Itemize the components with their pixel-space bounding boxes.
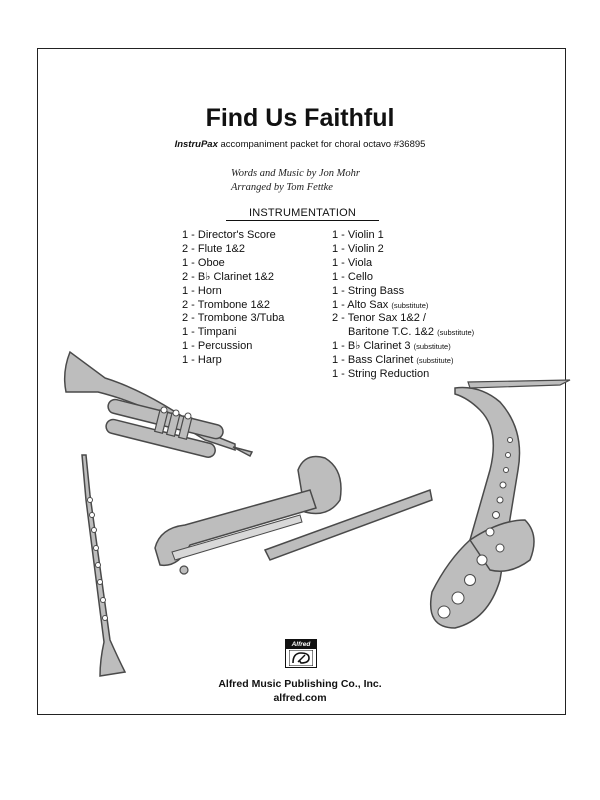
publisher-logo [285,639,317,668]
trumpet-illustration [65,352,252,459]
instrument-part-label: 1 - Timpani [182,326,237,339]
saxophone-illustration [431,380,570,628]
instrument-part-label: 1 - Harp [182,354,222,367]
instrument-part-label: 1 - Alto Sax [332,298,389,311]
words-music-credit: Words and Music by Jon Mohr [231,168,361,179]
instrument-part-label: 2 - Flute 1&2 [182,242,245,255]
subtitle-text: accompaniment packet for choral octavo #36895 [217,139,426,150]
instrument-part-label: 1 - String Bass [332,284,405,297]
publisher-name: Alfred Music Publishing Co., Inc. [218,678,382,690]
logo-emblem-icon [289,650,313,666]
instrument-part-label: 1 - Horn [182,284,222,297]
instrument-part-label: 1 - Cello [332,270,373,283]
instrument-part-label: 1 - Percussion [182,340,253,353]
instrument-part-label: 1 - String Reduction [332,368,430,381]
instrument-part-label: 1 - Violin 2 [332,242,384,255]
logo-label: Alfred [286,640,316,649]
instrument-part-label: 1 - Bass Clarinet [332,354,414,367]
publisher-website: alfred.com [273,692,327,704]
instrument-part-label: Baritone T.C. 1&2 [348,326,435,339]
instrument-part-label: 2 - Tenor Sax 1&2 / [332,312,426,325]
instrument-part-label: 1 - B♭ Clarinet 3 [332,340,411,353]
instrumentation-heading: INSTRUMENTATION [226,207,379,221]
substitute-note: (substitute) [391,300,429,310]
brand-name: InstruPax [174,139,218,150]
instrument-part-label: 1 - Viola [332,256,373,269]
page-title: Find Us Faithful [205,104,395,132]
instrument-part-label: 2 - Trombone 1&2 [182,298,271,311]
substitute-note: (substitute) [413,342,451,352]
clarinet-illustration [82,455,125,676]
instrument-part-label: 1 - Director's Score [182,229,276,241]
instrument-part-label: 2 - Trombone 3/Tuba [182,312,285,325]
arranger-credit: Arranged by Tom Fettke [231,182,333,193]
substitute-note: (substitute) [416,356,454,366]
trombone-illustration [155,457,432,575]
instrument-part-label: 1 - Oboe [182,256,225,269]
substitute-note: (substitute) [437,328,475,338]
instrument-part-label: 2 - B♭ Clarinet 1&2 [182,270,275,283]
instrument-part-label: 1 - Violin 1 [332,229,384,241]
